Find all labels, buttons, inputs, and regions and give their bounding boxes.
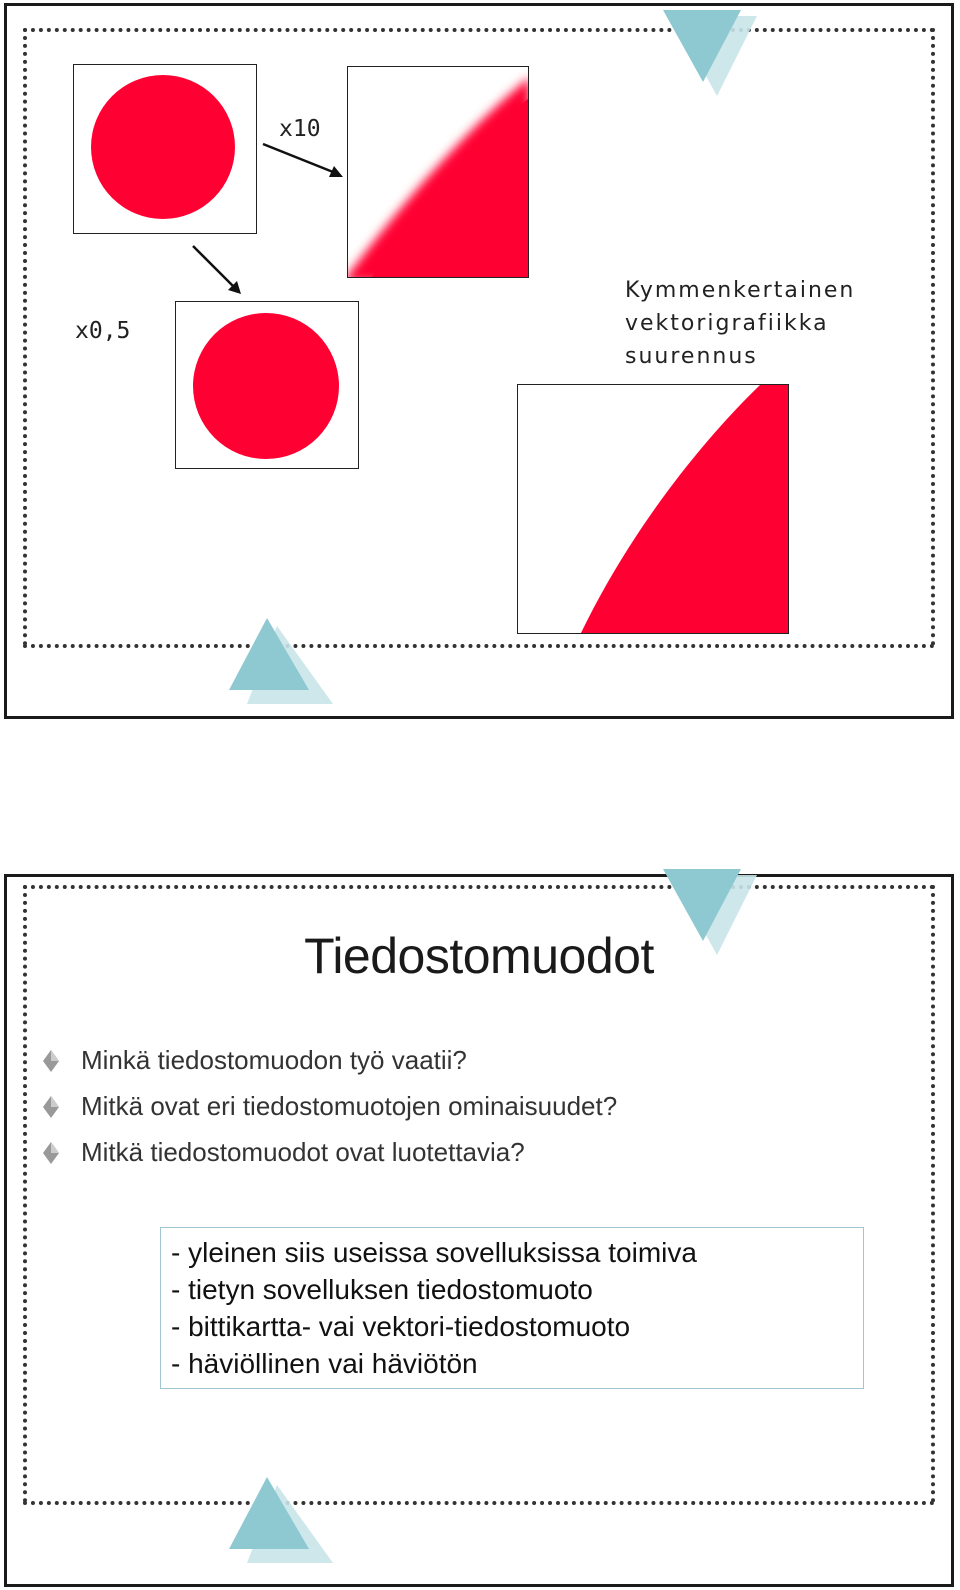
triangle-down-icon: [659, 10, 759, 100]
frame-right-dotted-line: [931, 28, 935, 646]
list-item-text: Mitkä ovat eri tiedostomuotojen ominaisuudet?: [81, 1091, 618, 1121]
slide-title: Tiedostomuodot: [304, 928, 654, 984]
criteria-line: - tietyn sovelluksen tiedostomuoto: [171, 1274, 593, 1305]
scale-label-x10: x10: [279, 116, 321, 142]
criteria-line: - yleinen siis useissa sovelluksissa toimiva: [171, 1237, 697, 1268]
frame-top-dotted-line: [23, 28, 935, 32]
vector-caption: [625, 274, 855, 373]
blurry-circle-edge-icon: [348, 67, 529, 278]
criteria-line: - häviöllinen vai häviötön: [171, 1348, 478, 1379]
list-item: [41, 1083, 617, 1129]
diamond-bullet-icon: [41, 1050, 61, 1072]
bitmap-zoom-image: [347, 66, 529, 278]
sharp-circle-edge-icon: [518, 385, 789, 634]
red-circle-small-icon: [176, 302, 359, 469]
list-item-text: Minkä tiedostomuodon työ vaatii?: [81, 1045, 467, 1075]
arrow-x05-icon: [191, 244, 251, 300]
caption-line: Kymmenkertainen: [625, 278, 856, 303]
list-item: [41, 1037, 617, 1083]
triangle-up-icon: [229, 1477, 339, 1567]
frame-left-dotted-line: [23, 28, 27, 646]
list-item-text: Mitkä tiedostomuodot ovat luotettavia?: [81, 1137, 525, 1167]
red-circle-icon: [74, 65, 257, 234]
frame-bottom-dotted-line: [23, 644, 935, 648]
criteria-line: - bittikartta- vai vektori-tiedostomuoto: [171, 1311, 631, 1342]
triangle-up-icon: [229, 618, 339, 708]
caption-line: suurennus: [625, 344, 758, 369]
caption-line: vektorigrafiikka: [625, 311, 829, 336]
frame-top-dotted-line: [23, 885, 935, 889]
diamond-bullet-icon: [41, 1096, 61, 1118]
vector-zoom-image: [517, 384, 789, 634]
slide-file-formats: [4, 874, 954, 1587]
criteria-box: [160, 1227, 864, 1389]
diamond-bullet-icon: [41, 1142, 61, 1164]
list-item: [41, 1129, 617, 1175]
original-circle-image: [73, 64, 257, 234]
arrow-x10-icon: [261, 142, 351, 182]
scaled-down-circle-image: [175, 301, 359, 469]
question-list: [41, 1037, 617, 1175]
slide-vector-scaling: [4, 3, 954, 719]
frame-bottom-dotted-line: [23, 1501, 935, 1505]
scale-label-x05: x0,5: [75, 318, 131, 344]
